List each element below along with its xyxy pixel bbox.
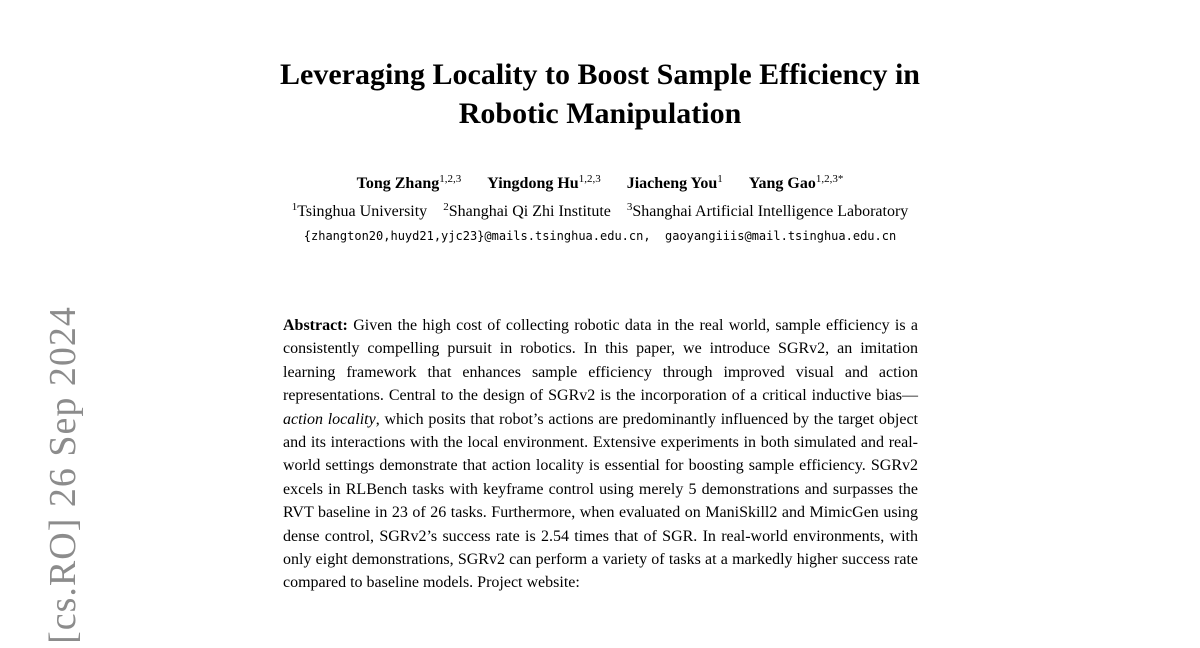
abstract-emphasis: action locality bbox=[283, 410, 376, 428]
author-name: Yingdong Hu bbox=[487, 175, 579, 192]
author-affiliation-marks: 1,2,3 bbox=[578, 173, 601, 185]
paper-title bbox=[0, 55, 1200, 133]
author-yingdong-hu bbox=[487, 175, 600, 192]
author-name: Jiacheng You bbox=[626, 175, 718, 192]
affiliation-qi-zhi bbox=[443, 203, 611, 220]
affiliation-name: Shanghai Artificial Intelligence Laboratory bbox=[632, 203, 909, 220]
affiliation-name: Shanghai Qi Zhi Institute bbox=[448, 203, 611, 220]
author-yang-gao bbox=[749, 175, 844, 192]
author-name: Tong Zhang bbox=[356, 175, 440, 192]
author-list bbox=[0, 174, 1200, 194]
author-affiliation-marks: 1,2,3* bbox=[815, 173, 844, 185]
contact-emails: {zhangton20,huyd21,yjc23}@mails.tsinghua.edu.cn, gaoyangiiis@mail.tsinghua.edu.cn bbox=[303, 229, 897, 243]
author-name: Yang Gao bbox=[748, 175, 816, 192]
author-tong-zhang bbox=[357, 175, 462, 192]
affiliation-name: Tsinghua University bbox=[297, 203, 428, 220]
paper-title-line-2: Robotic Manipulation bbox=[458, 97, 742, 130]
affiliation-number: 3 bbox=[626, 201, 633, 213]
affiliation-number: 1 bbox=[291, 201, 298, 213]
abstract-text-1: Given the high cost of collecting robotic data in the real world, sample efficiency is a consistently compelling pursuit in robotics. In this paper, we introduce SGRv2, an imitation learning framework that enhances sample efficiency through improved visual and action representations. Central to the design of SGRv2 is the incorporation of a critical inductive bias— bbox=[283, 317, 919, 405]
author-jiacheng-you bbox=[627, 175, 723, 192]
arxiv-side-stamp: [cs.RO] 26 Sep 2024 bbox=[42, 306, 84, 644]
paper-title-line-1: Leveraging Locality to Boost Sample Efficiency in bbox=[280, 58, 920, 91]
abstract-label: Abstract: bbox=[283, 317, 348, 334]
affiliation-number: 2 bbox=[443, 201, 449, 213]
abstract-paragraph bbox=[283, 314, 918, 595]
author-affiliation-marks: 1,2,3 bbox=[439, 173, 462, 185]
affiliation-shanghai-ai-lab bbox=[627, 203, 908, 220]
author-affiliation-marks: 1 bbox=[717, 173, 723, 185]
affiliation-tsinghua bbox=[292, 203, 427, 220]
affiliation-list bbox=[0, 202, 1200, 222]
abstract-text-2: , which posits that robot’s actions are predominantly influenced by the target object and its interactions with the local environment. Extensive experiments in both simulated and real-world settings demonstrate that action locality is essential for boosting sample efficiency. SGRv2 excels in RLBench tasks with keyframe control using merely 5 demonstrations and surpasses the RVT baseline in 23 of 26 tasks. Furthermore, when evaluated on ManiSkill2 and MimicGen using dense control, SGRv2’s success rate is 2.54 times that of SGR. In real-world environments, with only eight demonstrations, SGRv2 can perform a variety of tasks at a markedly higher success rate compared to baseline models. Project website: bbox=[283, 410, 919, 592]
